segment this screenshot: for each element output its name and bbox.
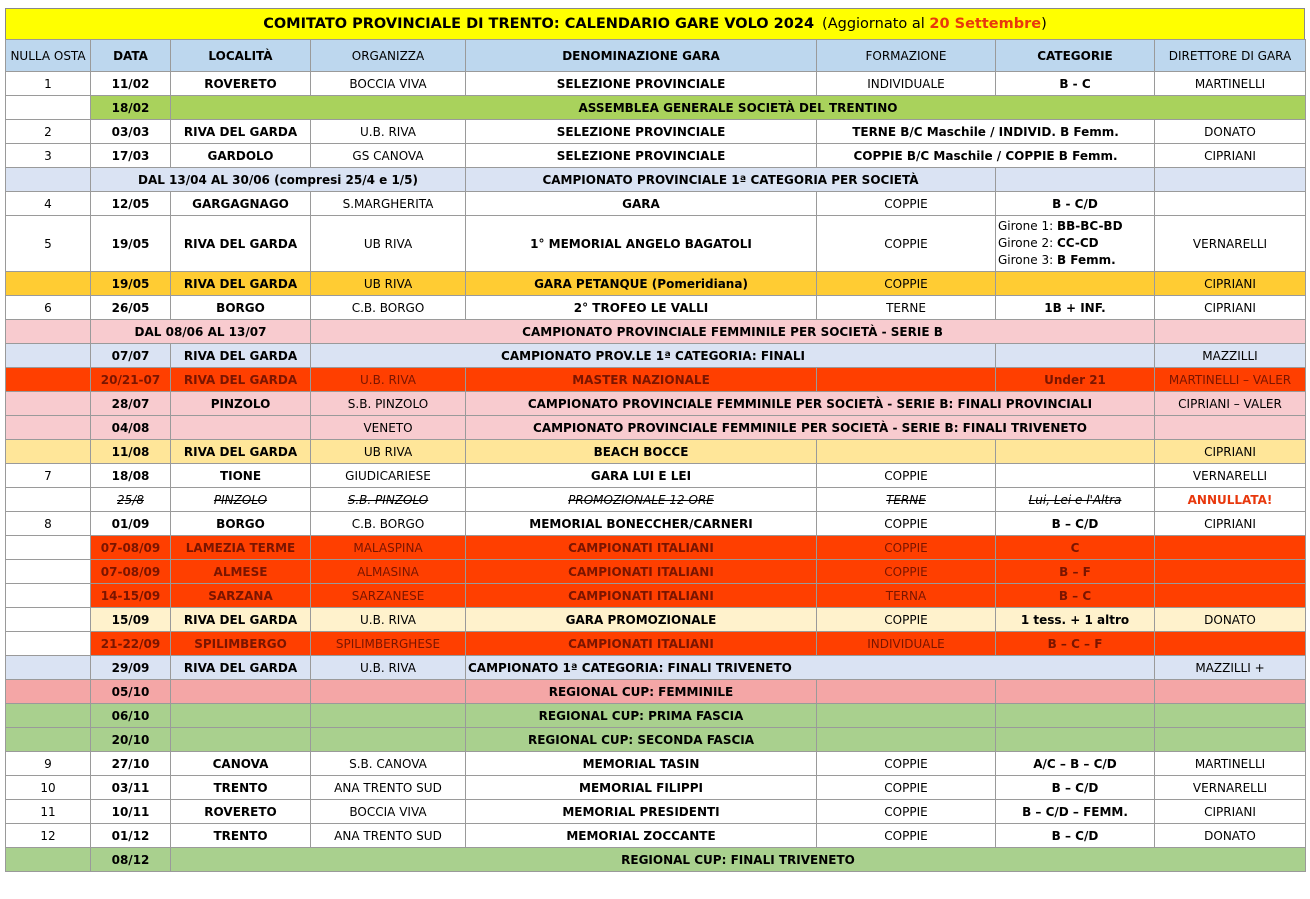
updated-prefix: (Aggiornato al	[822, 16, 925, 32]
cell-organizza: ANA TRENTO SUD	[311, 776, 466, 800]
cell-nulla-osta	[6, 560, 91, 584]
cell-categorie: C	[996, 536, 1155, 560]
cell-nulla-osta	[6, 728, 91, 752]
cell-direttore: DONATO	[1155, 120, 1306, 144]
cell-data: 01/09	[91, 512, 171, 536]
cell-denominazione: PROMOZIONALE 12 ORE	[466, 488, 817, 512]
table-row	[6, 824, 1306, 848]
cell-formazione: INDIVIDUALE	[817, 632, 996, 656]
table-row	[6, 144, 1306, 168]
cell-categorie	[996, 728, 1155, 752]
table-row	[6, 216, 1306, 272]
cell-direttore: CIPRIANI	[1155, 272, 1306, 296]
cell-nulla-osta	[6, 488, 91, 512]
cell-direttore: MAZZILLI +	[1155, 656, 1306, 680]
cell-nulla-osta	[6, 320, 91, 344]
cell-direttore: CIPRIANI	[1155, 512, 1306, 536]
cell-organizza: UB RIVA	[311, 440, 466, 464]
table-row	[6, 632, 1306, 656]
cell-nulla-osta: 6	[6, 296, 91, 320]
cell-denominazione: CAMPIONATI ITALIANI	[466, 560, 817, 584]
cell-categorie	[996, 680, 1155, 704]
cell-nulla-osta	[6, 656, 91, 680]
cell-categorie-gironi	[996, 216, 1155, 272]
table-row	[6, 848, 1306, 872]
cell-organizza: VENETO	[311, 416, 466, 440]
table-row	[6, 96, 1306, 120]
cell-categorie: B – C/D	[996, 512, 1155, 536]
cell-denominazione: GARA PROMOZIONALE	[466, 608, 817, 632]
cell-organizza: U.B. RIVA	[311, 656, 466, 680]
cell-organizza: S.MARGHERITA	[311, 192, 466, 216]
cell-event-span: CAMPIONATO PROVINCIALE FEMMINILE PER SOCIETÀ - SERIE B	[311, 320, 1155, 344]
cell-categorie	[996, 272, 1155, 296]
cell-denominazione: 1° MEMORIAL ANGELO BAGATOLI	[466, 216, 817, 272]
cell-organizza: U.B. RIVA	[311, 120, 466, 144]
cell-nulla-osta	[6, 608, 91, 632]
cell-data: 19/05	[91, 272, 171, 296]
table-row	[6, 320, 1306, 344]
cell-categorie: B – C/D – FEMM.	[996, 800, 1155, 824]
cell-event-span: REGIONAL CUP: FINALI TRIVENETO	[171, 848, 1306, 872]
cell-denominazione: MEMORIAL PRESIDENTI	[466, 800, 817, 824]
cell-nulla-osta: 2	[6, 120, 91, 144]
cell-denominazione: GARA LUI E LEI	[466, 464, 817, 488]
cancelled-badge: ANNULLATA!	[1155, 488, 1306, 512]
cell-localita: PINZOLO	[171, 488, 311, 512]
cell-nulla-osta	[6, 704, 91, 728]
cell-denominazione: CAMPIONATI ITALIANI	[466, 536, 817, 560]
table-row	[6, 536, 1306, 560]
cell-nulla-osta	[6, 632, 91, 656]
cell-organizza: BOCCIA VIVA	[311, 800, 466, 824]
cell-nulla-osta	[6, 536, 91, 560]
cell-organizza	[311, 704, 466, 728]
cell-nulla-osta: 10	[6, 776, 91, 800]
cell-formazione: COPPIE	[817, 464, 996, 488]
cell-event-span: CAMPIONATO PROVINCIALE FEMMINILE PER SOCIETÀ - SERIE B: FINALI TRIVENETO	[466, 416, 1155, 440]
girone-value: CC-CD	[1056, 236, 1099, 250]
table-row	[6, 272, 1306, 296]
cell-formazione	[817, 680, 996, 704]
cell-organizza: BOCCIA VIVA	[311, 72, 466, 96]
table-row	[6, 392, 1306, 416]
cell-data: 06/10	[91, 704, 171, 728]
table-row	[6, 344, 1306, 368]
table-row	[6, 752, 1306, 776]
cell-event-span: CAMPIONATO PROV.LE 1ª CATEGORIA: FINALI	[311, 344, 996, 368]
cell-denominazione: BEACH BOCCE	[466, 440, 817, 464]
cell-organizza: GS CANOVA	[311, 144, 466, 168]
cell-categorie	[996, 344, 1155, 368]
cell-data: 10/11	[91, 800, 171, 824]
cell-data: 20/10	[91, 728, 171, 752]
cell-localita: RIVA DEL GARDA	[171, 608, 311, 632]
cell-localita: RIVA DEL GARDA	[171, 440, 311, 464]
girone-label: Girone 3:	[998, 253, 1054, 267]
cell-denominazione: GARA	[466, 192, 817, 216]
cell-localita: BORGO	[171, 296, 311, 320]
cell-organizza: UB RIVA	[311, 272, 466, 296]
cell-formazione: COPPIE	[817, 776, 996, 800]
cell-denominazione: 2° TROFEO LE VALLI	[466, 296, 817, 320]
cell-event-span: CAMPIONATO PROVINCIALE FEMMINILE PER SOCIETÀ - SERIE B: FINALI PROVINCIALI	[466, 392, 1155, 416]
cell-nulla-osta	[6, 848, 91, 872]
cell-organizza	[311, 680, 466, 704]
girone-label: Girone 2:	[998, 236, 1054, 250]
table-row	[6, 440, 1306, 464]
cell-direttore	[1155, 168, 1306, 192]
cell-formazione: COPPIE	[817, 512, 996, 536]
cell-direttore	[1155, 680, 1306, 704]
cell-formazione-categorie: COPPIE B/C Maschile / COPPIE B Femm.	[817, 144, 1155, 168]
cell-localita: TIONE	[171, 464, 311, 488]
cell-direttore: DONATO	[1155, 608, 1306, 632]
cell-nulla-osta	[6, 368, 91, 392]
cell-data: 18/02	[91, 96, 171, 120]
cell-organizza: ALMASINA	[311, 560, 466, 584]
table-row	[6, 120, 1306, 144]
cell-direttore: MARTINELLI	[1155, 72, 1306, 96]
cell-direttore	[1155, 704, 1306, 728]
cell-organizza: U.B. RIVA	[311, 368, 466, 392]
cell-formazione	[817, 728, 996, 752]
cell-categorie: B - C/D	[996, 192, 1155, 216]
col-nulla-osta: NULLA OSTA	[6, 40, 91, 72]
table-row	[6, 704, 1306, 728]
cell-nulla-osta	[6, 272, 91, 296]
cell-denominazione: SELEZIONE PROVINCIALE	[466, 72, 817, 96]
cell-data: 18/08	[91, 464, 171, 488]
cell-organizza: MALASPINA	[311, 536, 466, 560]
girone-line	[998, 235, 1152, 252]
cell-data: 04/08	[91, 416, 171, 440]
table-row	[6, 512, 1306, 536]
cell-localita: RIVA DEL GARDA	[171, 272, 311, 296]
cell-organizza: C.B. BORGO	[311, 296, 466, 320]
calendar-sheet	[5, 8, 1305, 872]
cell-categorie: B – C/D	[996, 824, 1155, 848]
cell-denominazione: CAMPIONATI ITALIANI	[466, 632, 817, 656]
cell-organizza: S.B. PINZOLO	[311, 392, 466, 416]
cell-direttore	[1155, 560, 1306, 584]
cell-data: 11/08	[91, 440, 171, 464]
table-row	[6, 584, 1306, 608]
cell-localita: CANOVA	[171, 752, 311, 776]
cell-formazione: COPPIE	[817, 752, 996, 776]
cell-nulla-osta	[6, 344, 91, 368]
cell-data: 07-08/09	[91, 560, 171, 584]
cell-localita: ROVERETO	[171, 800, 311, 824]
cell-localita: ROVERETO	[171, 72, 311, 96]
cell-direttore: CIPRIANI	[1155, 800, 1306, 824]
cell-nulla-osta: 11	[6, 800, 91, 824]
cell-formazione: TERNE	[817, 488, 996, 512]
header-row	[6, 40, 1306, 72]
cell-organizza: S.B. CANOVA	[311, 752, 466, 776]
cell-data: 14-15/09	[91, 584, 171, 608]
cell-categorie: Under 21	[996, 368, 1155, 392]
col-organizza: ORGANIZZA	[311, 40, 466, 72]
cell-direttore	[1155, 536, 1306, 560]
cell-formazione: COPPIE	[817, 216, 996, 272]
cell-data: 03/11	[91, 776, 171, 800]
cell-organizza: UB RIVA	[311, 216, 466, 272]
cell-organizza: SARZANESE	[311, 584, 466, 608]
cell-data: 12/05	[91, 192, 171, 216]
cell-direttore: VERNARELLI	[1155, 776, 1306, 800]
cell-data: 03/03	[91, 120, 171, 144]
table-row	[6, 296, 1306, 320]
table-row	[6, 192, 1306, 216]
cell-denominazione: REGIONAL CUP: PRIMA FASCIA	[466, 704, 817, 728]
girone-line	[998, 218, 1152, 235]
updated-date: 20 Settembre	[929, 16, 1042, 32]
cell-localita: RIVA DEL GARDA	[171, 368, 311, 392]
cell-direttore	[1155, 416, 1306, 440]
girone-line	[998, 252, 1152, 269]
cell-formazione-categorie: TERNE B/C Maschile / INDIVID. B Femm.	[817, 120, 1155, 144]
cell-categorie: B – F	[996, 560, 1155, 584]
cell-localita: ALMESE	[171, 560, 311, 584]
cell-categorie: Lui, Lei e l'Altra	[996, 488, 1155, 512]
cell-direttore	[1155, 192, 1306, 216]
cell-direttore: MARTINELLI	[1155, 752, 1306, 776]
cell-nulla-osta: 9	[6, 752, 91, 776]
cell-nulla-osta	[6, 392, 91, 416]
cell-direttore	[1155, 728, 1306, 752]
cell-categorie	[996, 704, 1155, 728]
cell-organizza: GIUDICARIESE	[311, 464, 466, 488]
cell-nulla-osta: 8	[6, 512, 91, 536]
cell-nulla-osta: 3	[6, 144, 91, 168]
col-localita: LOCALITÀ	[171, 40, 311, 72]
table-row	[6, 776, 1306, 800]
cell-formazione: INDIVIDUALE	[817, 72, 996, 96]
cell-localita	[171, 704, 311, 728]
cell-nulla-osta: 7	[6, 464, 91, 488]
cell-nulla-osta	[6, 168, 91, 192]
cell-categorie	[996, 168, 1155, 192]
cell-organizza	[311, 728, 466, 752]
cell-period: DAL 08/06 AL 13/07	[91, 320, 311, 344]
cell-formazione: COPPIE	[817, 536, 996, 560]
cell-formazione: COPPIE	[817, 560, 996, 584]
cell-localita: BORGO	[171, 512, 311, 536]
cell-organizza: U.B. RIVA	[311, 608, 466, 632]
table-row	[6, 608, 1306, 632]
cell-denominazione: REGIONAL CUP: SECONDA FASCIA	[466, 728, 817, 752]
cell-localita	[171, 728, 311, 752]
cell-data: 21-22/09	[91, 632, 171, 656]
cell-formazione	[817, 704, 996, 728]
cell-localita: RIVA DEL GARDA	[171, 656, 311, 680]
cell-organizza: SPILIMBERGHESE	[311, 632, 466, 656]
cell-categorie: B – C	[996, 584, 1155, 608]
cell-nulla-osta	[6, 416, 91, 440]
cell-organizza: ANA TRENTO SUD	[311, 824, 466, 848]
table-row	[6, 416, 1306, 440]
cell-categorie: B - C	[996, 72, 1155, 96]
cell-data: 19/05	[91, 216, 171, 272]
col-denominazione: DENOMINAZIONE GARA	[466, 40, 817, 72]
updated-suffix: )	[1041, 16, 1047, 32]
cell-localita: TRENTO	[171, 776, 311, 800]
cell-formazione: COPPIE	[817, 824, 996, 848]
cell-formazione: TERNA	[817, 584, 996, 608]
cell-formazione: COPPIE	[817, 800, 996, 824]
cell-data: 15/09	[91, 608, 171, 632]
cell-localita: PINZOLO	[171, 392, 311, 416]
cell-formazione: COPPIE	[817, 608, 996, 632]
cell-formazione	[817, 368, 996, 392]
cell-localita: TRENTO	[171, 824, 311, 848]
cell-event-span: CAMPIONATO 1ª CATEGORIA: FINALI TRIVENETO	[466, 656, 1155, 680]
cell-direttore	[1155, 320, 1306, 344]
cell-denominazione: CAMPIONATO PROVINCIALE 1ª CATEGORIA PER SOCIETÀ	[466, 168, 996, 192]
cell-denominazione: SELEZIONE PROVINCIALE	[466, 144, 817, 168]
cell-categorie: B – C/D	[996, 776, 1155, 800]
cell-localita: SPILIMBERGO	[171, 632, 311, 656]
cell-denominazione: CAMPIONATI ITALIANI	[466, 584, 817, 608]
cell-period: DAL 13/04 AL 30/06 (compresi 25/4 e 1/5)	[91, 168, 466, 192]
cell-direttore: CIPRIANI – VALER	[1155, 392, 1306, 416]
col-data: DATA	[91, 40, 171, 72]
cell-direttore: MARTINELLI – VALER	[1155, 368, 1306, 392]
table-row	[6, 168, 1306, 192]
cell-direttore: VERNARELLI	[1155, 216, 1306, 272]
cell-categorie: A/C – B – C/D	[996, 752, 1155, 776]
cell-organizza: C.B. BORGO	[311, 512, 466, 536]
girone-value: BB-BC-BD	[1056, 219, 1123, 233]
cell-formazione: TERNE	[817, 296, 996, 320]
cell-direttore: CIPRIANI	[1155, 440, 1306, 464]
cell-localita: LAMEZIA TERME	[171, 536, 311, 560]
table-row	[6, 800, 1306, 824]
cell-localita: RIVA DEL GARDA	[171, 120, 311, 144]
sheet-title	[5, 8, 1305, 39]
cell-data: 25/8	[91, 488, 171, 512]
cell-data: 08/12	[91, 848, 171, 872]
girone-label: Girone 1:	[998, 219, 1054, 233]
cell-denominazione: MEMORIAL TASIN	[466, 752, 817, 776]
cell-data: 26/05	[91, 296, 171, 320]
table-row	[6, 488, 1306, 512]
cell-nulla-osta: 5	[6, 216, 91, 272]
cell-localita: GARGAGNAGO	[171, 192, 311, 216]
cell-direttore: VERNARELLI	[1155, 464, 1306, 488]
cell-localita: RIVA DEL GARDA	[171, 344, 311, 368]
col-formazione: FORMAZIONE	[817, 40, 996, 72]
cell-nulla-osta: 4	[6, 192, 91, 216]
cell-denominazione: GARA PETANQUE (Pomeridiana)	[466, 272, 817, 296]
table-row	[6, 560, 1306, 584]
cell-direttore: DONATO	[1155, 824, 1306, 848]
col-direttore: DIRETTORE DI GARA	[1155, 40, 1306, 72]
cell-formazione: COPPIE	[817, 272, 996, 296]
cell-localita: RIVA DEL GARDA	[171, 216, 311, 272]
girone-value: B Femm.	[1056, 253, 1116, 267]
table-row	[6, 680, 1306, 704]
cell-direttore	[1155, 584, 1306, 608]
cell-data: 28/07	[91, 392, 171, 416]
cell-localita: SARZANA	[171, 584, 311, 608]
table-row	[6, 464, 1306, 488]
cell-data: 07/07	[91, 344, 171, 368]
cell-nulla-osta	[6, 680, 91, 704]
cell-data: 29/09	[91, 656, 171, 680]
calendar-table	[5, 39, 1306, 872]
table-row	[6, 368, 1306, 392]
cell-data: 20/21-07	[91, 368, 171, 392]
cell-direttore	[1155, 632, 1306, 656]
cell-localita	[171, 680, 311, 704]
cell-data: 17/03	[91, 144, 171, 168]
cell-categorie: 1 tess. + 1 altro	[996, 608, 1155, 632]
cell-denominazione: SELEZIONE PROVINCIALE	[466, 120, 817, 144]
title-updated	[822, 16, 1047, 32]
cell-direttore: CIPRIANI	[1155, 296, 1306, 320]
table-row	[6, 656, 1306, 680]
table-row	[6, 728, 1306, 752]
cell-nulla-osta: 1	[6, 72, 91, 96]
cell-categorie: 1B + INF.	[996, 296, 1155, 320]
cell-formazione: COPPIE	[817, 192, 996, 216]
cell-nulla-osta	[6, 584, 91, 608]
title-main: COMITATO PROVINCIALE DI TRENTO: CALENDARIO GARE VOLO 2024	[263, 16, 815, 32]
cell-direttore: MAZZILLI	[1155, 344, 1306, 368]
cell-categorie	[996, 440, 1155, 464]
cell-nulla-osta	[6, 96, 91, 120]
cell-denominazione: MEMORIAL BONECCHER/CARNERI	[466, 512, 817, 536]
cell-categorie	[996, 464, 1155, 488]
table-row	[6, 72, 1306, 96]
cell-data: 27/10	[91, 752, 171, 776]
cell-localita	[171, 416, 311, 440]
cell-direttore: CIPRIANI	[1155, 144, 1306, 168]
col-categorie: CATEGORIE	[996, 40, 1155, 72]
cell-organizza: S.B. PINZOLO	[311, 488, 466, 512]
cell-denominazione: REGIONAL CUP: FEMMINILE	[466, 680, 817, 704]
cell-data: 01/12	[91, 824, 171, 848]
cell-nulla-osta	[6, 440, 91, 464]
cell-categorie: B – C – F	[996, 632, 1155, 656]
cell-event-span: ASSEMBLEA GENERALE SOCIETÀ DEL TRENTINO	[171, 96, 1306, 120]
cell-data: 05/10	[91, 680, 171, 704]
cell-localita: GARDOLO	[171, 144, 311, 168]
cell-denominazione: MEMORIAL FILIPPI	[466, 776, 817, 800]
cell-nulla-osta: 12	[6, 824, 91, 848]
cell-denominazione: MEMORIAL ZOCCANTE	[466, 824, 817, 848]
cell-data: 11/02	[91, 72, 171, 96]
cell-data: 07-08/09	[91, 536, 171, 560]
cell-denominazione: MASTER NAZIONALE	[466, 368, 817, 392]
cell-formazione	[817, 440, 996, 464]
